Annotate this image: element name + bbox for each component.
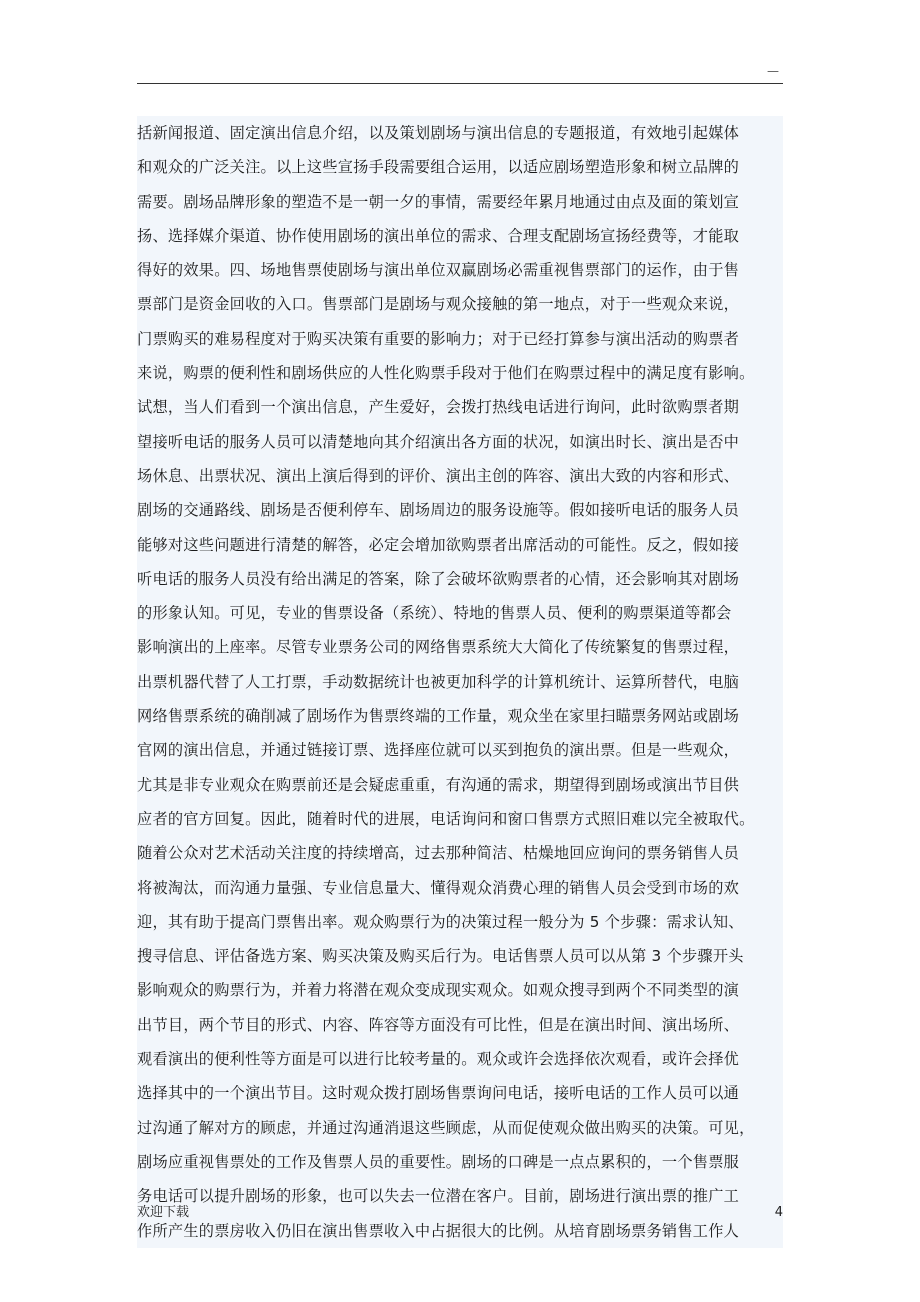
body-line: 望接听电话的服务人员可以清楚地向其介绍演出各方面的状况，如演出时长、演出是否中: [137, 432, 740, 451]
body-line: 门票购买的难易程度对于购买决策有重要的影响力；对于已经打算参与演出活动的购票者: [137, 329, 740, 348]
body-line: 场休息、出票状况、演出上演后得到的评价、演出主创的阵容、演出大致的内容和形式、: [137, 466, 740, 485]
body-line: 出节目，两个节目的形式、内容、阵容等方面没有可比性，但是在演出时间、演出场所、: [137, 1015, 740, 1034]
body-line: 作所产生的票房收入仍旧在演出售票收入中占据很大的比例。从培育剧场票务销售工作人: [137, 1221, 740, 1240]
body-line: 剧场的交通路线、剧场是否便利停车、剧场周边的服务设施等。假如接听电话的服务人员: [137, 501, 740, 520]
body-line: 将被淘汰，而沟通力量强、专业信息量大、懂得观众消费心理的销售人员会受到市场的欢: [137, 878, 740, 897]
footer-download-text: 欢迎下载: [137, 1205, 190, 1220]
body-line: 出票机器代替了人工打票，手动数据统计也被更加科学的计算机统计、运算所替代，电脑: [137, 672, 740, 691]
body-line: 观看演出的便利性等方面是可以进行比较考量的。观众或许会选择依次观看，或许会择优: [137, 1050, 740, 1069]
body-line: 试想，当人们看到一个演出信息，产生爱好，会拨打热线电话进行询问，此时欲购票者期: [137, 398, 740, 417]
body-line: 过沟通了解对方的顾虑，并通过沟通消退这些顾虑，从而促使观众做出购买的决策。可见，: [137, 1118, 755, 1137]
body-line: 尤其是非专业观众在购票前还是会疑虑重重，有沟通的需求，期望得到剧场或演出节目供: [137, 775, 740, 794]
body-line: 扬、选择媒介渠道、协作使用剧场的演出单位的需求、合理支配剧场宣扬经费等，才能取: [137, 226, 740, 245]
body-line: 影响观众的购票行为，并着力将潜在观众变成现实观众。如观众搜寻到两个不同类型的演: [137, 981, 740, 1000]
body-line: 括新闻报道、固定演出信息介绍，以及策划剧场与演出信息的专题报道，有效地引起媒体: [137, 124, 740, 142]
body-line: 网络售票系统的确削减了剧场作为售票终端的工作量，观众坐在家里扫瞄票务网站或剧场: [137, 707, 740, 726]
body-line: 随着公众对艺术活动关注度的持续增高，过去那种简洁、枯燥地回应询问的票务销售人员: [137, 844, 740, 863]
body-line: 迎，其有助于提高门票售出率。观众购票行为的决策过程一般分为 5 个步骤：需求认知、: [137, 912, 744, 931]
body-line: 票部门是资金回收的入口。售票部门是剧场与观众接触的第一地点，对于一些观众来说，: [137, 295, 740, 314]
body-line: 应者的官方回复。因此，随着时代的进展，电话询问和窗口售票方式照旧难以完全被取代。: [137, 809, 755, 828]
header-rule: [137, 83, 783, 84]
body-line: 来说，购票的便利性和剧场供应的人性化购票手段对于他们在购票过程中的满足度有影响。: [137, 364, 755, 383]
header-mark: —: [767, 64, 779, 78]
document-body: [137, 116, 783, 1248]
body-line: 官网的演出信息，并通过链接订票、选择座位就可以买到抱负的演出票。但是一些观众，: [137, 741, 740, 760]
body-line: 选择其中的一个演出节目。这时观众拨打剧场售票询问电话，接听电话的工作人员可以通: [137, 1084, 740, 1103]
body-line: 和观众的广泛关注。以上这些宣扬手段需要组合运用，以适应剧场塑造形象和树立品牌的: [137, 158, 740, 177]
body-line: 需要。剧场品牌形象的塑造不是一朝一夕的事情，需要经年累月地通过由点及面的策划宣: [137, 192, 740, 211]
body-line: 能够对这些问题进行清楚的解答，必定会增加欲购票者出席活动的可能性。反之，假如接: [137, 535, 740, 554]
body-line: 得好的效果。四、场地售票使剧场与演出单位双赢剧场必需重视售票部门的运作，由于售: [137, 261, 740, 280]
body-line: 剧场应重视售票处的工作及售票人员的重要性。剧场的口碑是一点点累积的，一个售票服: [137, 1152, 740, 1171]
page-number: 4: [774, 1205, 783, 1220]
body-line: 的形象认知。可见，专业的售票设备（系统）、特地的售票人员、便利的购票渠道等都会: [137, 604, 732, 623]
body-line: 搜寻信息、评估备选方案、购买决策及购买后行为。电话售票人员可以从第 3 个步骤开头: [137, 947, 744, 966]
body-line: 务电话可以提升剧场的形象，也可以失去一位潜在客户。目前，剧场进行演出票的推广工: [137, 1187, 740, 1206]
body-line: 听电话的服务人员没有给出满足的答案，除了会破坏欲购票者的心情，还会影响其对剧场: [137, 569, 740, 588]
body-line: 影响演出的上座率。尽管专业票务公司的网络售票系统大大简化了传统繁复的售票过程，: [137, 638, 740, 657]
